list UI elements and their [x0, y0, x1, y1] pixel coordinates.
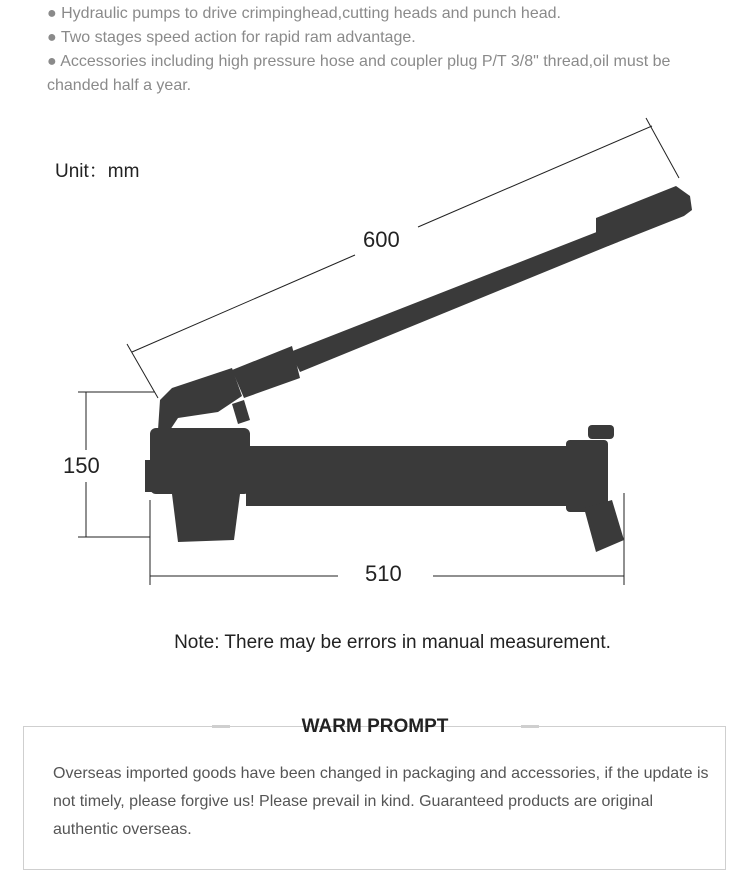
handle-bar — [290, 226, 618, 372]
base-foot — [172, 494, 240, 542]
warm-prompt-text: Overseas imported goods have been changed in packaging and accessories, if the update is not timely, please forgive us! Please prevail in kind. Guaranteed products are original authentic overseas. — [53, 765, 709, 838]
feature-item: ● Accessories including high pressure hose and coupler plug P/T 3/8" thread,oil must be chanded half a year. — [47, 53, 671, 94]
filler-plug — [588, 425, 614, 439]
measurement-note: Note: There may be errors in manual measurement. — [174, 632, 611, 653]
dim-600-line-left — [132, 255, 355, 352]
end-cap — [566, 440, 608, 512]
pump-silhouette — [145, 186, 692, 552]
warm-prompt-title: WARM PROMPT — [301, 716, 449, 737]
dimension-height-label: 150 — [63, 453, 100, 478]
handle-socket — [232, 346, 300, 398]
dim-600-ext-left — [127, 344, 158, 398]
outlet-fitting — [584, 500, 624, 552]
pump-head-cap — [145, 460, 157, 492]
unit-label: Unit：mm — [55, 161, 140, 182]
dimension-width-label: 510 — [365, 561, 402, 586]
dimension-length-label: 600 — [363, 227, 400, 252]
pump-head — [150, 428, 250, 494]
linkage-arm — [158, 368, 242, 430]
dim-600-ext-right — [646, 118, 679, 178]
reservoir-tube — [246, 446, 576, 506]
feature-item: ● Two stages speed action for rapid ram advantage. — [47, 29, 416, 46]
feature-item: ● Hydraulic pumps to drive crimpinghead,cutting heads and punch head. — [47, 5, 561, 22]
handle-grip — [596, 186, 692, 246]
lever-tab — [232, 400, 250, 424]
